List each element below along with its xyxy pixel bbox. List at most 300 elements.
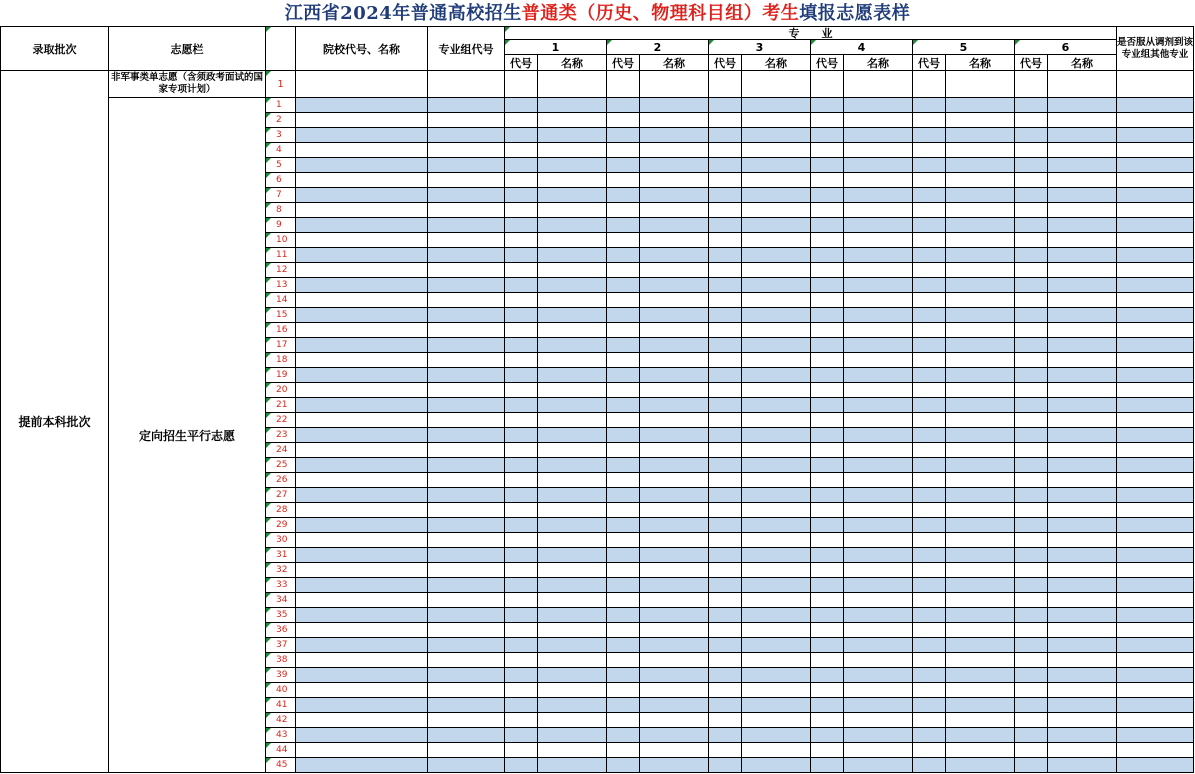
parallel-row-major-name-input[interactable] — [844, 98, 913, 113]
parallel-row-major-code-input[interactable] — [913, 128, 946, 143]
parallel-row-major-code-input[interactable] — [913, 143, 946, 158]
parallel-row-major-code-input[interactable] — [913, 683, 946, 698]
parallel-row-major-code-input[interactable] — [913, 518, 946, 533]
parallel-row-major-code-input[interactable] — [505, 278, 538, 293]
parallel-row-major-code-input[interactable] — [1015, 143, 1048, 158]
parallel-row-major-name-input[interactable] — [1048, 398, 1117, 413]
parallel-row-major-group-input[interactable] — [428, 473, 505, 488]
parallel-row-major-name-input[interactable] — [640, 443, 709, 458]
parallel-row-major-name-input[interactable] — [1048, 323, 1117, 338]
parallel-row-major-name-input[interactable] — [538, 98, 607, 113]
parallel-row-major-name-input[interactable] — [538, 653, 607, 668]
parallel-row-major-code-input[interactable] — [1015, 653, 1048, 668]
parallel-row-major-name-input[interactable] — [538, 308, 607, 323]
parallel-row-major-code-input[interactable] — [811, 548, 844, 563]
parallel-row-major-code-input[interactable] — [505, 728, 538, 743]
parallel-row-major-name-input[interactable] — [538, 758, 607, 773]
parallel-row-major-group-input[interactable] — [428, 188, 505, 203]
parallel-row-major-name-input[interactable] — [538, 713, 607, 728]
parallel-row-major-code-input[interactable] — [505, 263, 538, 278]
parallel-row-major-name-input[interactable] — [538, 488, 607, 503]
parallel-row-major-name-input[interactable] — [538, 593, 607, 608]
parallel-row-major-group-input[interactable] — [428, 533, 505, 548]
parallel-row-major-name-input[interactable] — [1048, 383, 1117, 398]
parallel-row-major-code-input[interactable] — [607, 503, 640, 518]
parallel-row-major-name-input[interactable] — [946, 263, 1015, 278]
parallel-row-major-name-input[interactable] — [538, 338, 607, 353]
parallel-row-major-code-input[interactable] — [1015, 263, 1048, 278]
parallel-row-major-name-input[interactable] — [844, 578, 913, 593]
parallel-row-major-code-input[interactable] — [505, 188, 538, 203]
parallel-row-obey-adjust-input[interactable] — [1117, 623, 1194, 638]
parallel-row-school-input[interactable] — [296, 443, 428, 458]
parallel-row-major-code-input[interactable] — [505, 158, 538, 173]
parallel-row-major-code-input[interactable] — [811, 323, 844, 338]
parallel-row-major-code-input[interactable] — [1015, 503, 1048, 518]
parallel-row-school-input[interactable] — [296, 323, 428, 338]
parallel-row-major-code-input[interactable] — [913, 668, 946, 683]
parallel-row-major-code-input[interactable] — [811, 608, 844, 623]
parallel-row-major-name-input[interactable] — [640, 623, 709, 638]
parallel-row-major-code-input[interactable] — [1015, 518, 1048, 533]
parallel-row-major-code-input[interactable] — [811, 413, 844, 428]
parallel-row-major-code-input[interactable] — [913, 548, 946, 563]
parallel-row-obey-adjust-input[interactable] — [1117, 128, 1194, 143]
parallel-row-major-code-input[interactable] — [913, 473, 946, 488]
parallel-row-major-code-input[interactable] — [607, 488, 640, 503]
parallel-row-major-name-input[interactable] — [946, 428, 1015, 443]
parallel-row-major-code-input[interactable] — [811, 233, 844, 248]
parallel-row-major-name-input[interactable] — [742, 113, 811, 128]
parallel-row-major-name-input[interactable] — [946, 698, 1015, 713]
parallel-row-major-name-input[interactable] — [946, 113, 1015, 128]
parallel-row-major-name-input[interactable] — [844, 398, 913, 413]
parallel-row-school-input[interactable] — [296, 308, 428, 323]
special-plan-obey-adjust-input[interactable] — [1117, 71, 1194, 98]
parallel-row-major-code-input[interactable] — [607, 368, 640, 383]
parallel-row-major-name-input[interactable] — [946, 578, 1015, 593]
parallel-row-major-name-input[interactable] — [742, 518, 811, 533]
parallel-row-major-name-input[interactable] — [946, 563, 1015, 578]
parallel-row-major-code-input[interactable] — [811, 338, 844, 353]
parallel-row-major-code-input[interactable] — [1015, 323, 1048, 338]
parallel-row-major-name-input[interactable] — [640, 578, 709, 593]
parallel-row-major-name-input[interactable] — [844, 533, 913, 548]
parallel-row-major-code-input[interactable] — [709, 98, 742, 113]
parallel-row-school-input[interactable] — [296, 488, 428, 503]
parallel-row-major-name-input[interactable] — [742, 608, 811, 623]
parallel-row-major-code-input[interactable] — [505, 353, 538, 368]
parallel-row-major-code-input[interactable] — [505, 713, 538, 728]
parallel-row-major-code-input[interactable] — [811, 503, 844, 518]
parallel-row-major-group-input[interactable] — [428, 323, 505, 338]
parallel-row-major-code-input[interactable] — [1015, 623, 1048, 638]
parallel-row-major-name-input[interactable] — [1048, 218, 1117, 233]
parallel-row-major-code-input[interactable] — [913, 653, 946, 668]
parallel-row-major-code-input[interactable] — [709, 218, 742, 233]
parallel-row-major-name-input[interactable] — [640, 653, 709, 668]
parallel-row-major-name-input[interactable] — [1048, 623, 1117, 638]
parallel-row-major-code-input[interactable] — [913, 623, 946, 638]
parallel-row-major-group-input[interactable] — [428, 203, 505, 218]
parallel-row-major-code-input[interactable] — [1015, 383, 1048, 398]
parallel-row-school-input[interactable] — [296, 278, 428, 293]
parallel-row-major-name-input[interactable] — [946, 143, 1015, 158]
parallel-row-major-name-input[interactable] — [538, 368, 607, 383]
parallel-row-major-code-input[interactable] — [1015, 98, 1048, 113]
parallel-row-major-name-input[interactable] — [538, 158, 607, 173]
parallel-row-major-group-input[interactable] — [428, 623, 505, 638]
parallel-row-major-name-input[interactable] — [844, 248, 913, 263]
parallel-row-major-code-input[interactable] — [607, 758, 640, 773]
parallel-row-major-name-input[interactable] — [538, 188, 607, 203]
parallel-row-major-code-input[interactable] — [709, 158, 742, 173]
parallel-row-major-name-input[interactable] — [640, 203, 709, 218]
parallel-row-obey-adjust-input[interactable] — [1117, 428, 1194, 443]
parallel-row-major-group-input[interactable] — [428, 518, 505, 533]
parallel-row-major-group-input[interactable] — [428, 218, 505, 233]
parallel-row-major-code-input[interactable] — [913, 113, 946, 128]
parallel-row-major-name-input[interactable] — [538, 413, 607, 428]
parallel-row-major-code-input[interactable] — [505, 428, 538, 443]
parallel-row-major-group-input[interactable] — [428, 488, 505, 503]
parallel-row-major-name-input[interactable] — [1048, 428, 1117, 443]
parallel-row-major-name-input[interactable] — [640, 638, 709, 653]
parallel-row-major-group-input[interactable] — [428, 353, 505, 368]
parallel-row-major-code-input[interactable] — [811, 143, 844, 158]
parallel-row-major-name-input[interactable] — [1048, 488, 1117, 503]
special-plan-major-code-input[interactable] — [913, 71, 946, 98]
parallel-row-major-name-input[interactable] — [946, 308, 1015, 323]
parallel-row-major-name-input[interactable] — [640, 713, 709, 728]
parallel-row-major-name-input[interactable] — [742, 323, 811, 338]
parallel-row-major-code-input[interactable] — [505, 683, 538, 698]
parallel-row-major-code-input[interactable] — [1015, 473, 1048, 488]
parallel-row-major-name-input[interactable] — [844, 428, 913, 443]
parallel-row-major-code-input[interactable] — [709, 623, 742, 638]
parallel-row-major-name-input[interactable] — [844, 278, 913, 293]
special-plan-major-name-input[interactable] — [844, 71, 913, 98]
special-plan-major-name-input[interactable] — [640, 71, 709, 98]
parallel-row-major-group-input[interactable] — [428, 398, 505, 413]
parallel-row-major-name-input[interactable] — [742, 248, 811, 263]
parallel-row-major-code-input[interactable] — [505, 308, 538, 323]
parallel-row-major-name-input[interactable] — [742, 548, 811, 563]
parallel-row-school-input[interactable] — [296, 473, 428, 488]
parallel-row-major-name-input[interactable] — [946, 278, 1015, 293]
parallel-row-major-name-input[interactable] — [844, 548, 913, 563]
parallel-row-major-code-input[interactable] — [1015, 728, 1048, 743]
parallel-row-major-name-input[interactable] — [538, 563, 607, 578]
parallel-row-major-code-input[interactable] — [505, 398, 538, 413]
parallel-row-major-code-input[interactable] — [505, 98, 538, 113]
parallel-row-obey-adjust-input[interactable] — [1117, 413, 1194, 428]
parallel-row-major-code-input[interactable] — [709, 518, 742, 533]
parallel-row-major-group-input[interactable] — [428, 743, 505, 758]
parallel-row-major-code-input[interactable] — [607, 128, 640, 143]
parallel-row-major-code-input[interactable] — [607, 353, 640, 368]
parallel-row-school-input[interactable] — [296, 173, 428, 188]
parallel-row-obey-adjust-input[interactable] — [1117, 248, 1194, 263]
parallel-row-major-code-input[interactable] — [709, 578, 742, 593]
parallel-row-major-name-input[interactable] — [1048, 278, 1117, 293]
parallel-row-major-name-input[interactable] — [742, 398, 811, 413]
parallel-row-major-name-input[interactable] — [844, 593, 913, 608]
parallel-row-major-name-input[interactable] — [742, 623, 811, 638]
parallel-row-major-code-input[interactable] — [709, 188, 742, 203]
parallel-row-major-code-input[interactable] — [505, 338, 538, 353]
parallel-row-major-code-input[interactable] — [505, 758, 538, 773]
parallel-row-major-group-input[interactable] — [428, 248, 505, 263]
parallel-row-obey-adjust-input[interactable] — [1117, 218, 1194, 233]
parallel-row-major-group-input[interactable] — [428, 143, 505, 158]
parallel-row-major-name-input[interactable] — [1048, 248, 1117, 263]
parallel-row-major-name-input[interactable] — [1048, 233, 1117, 248]
parallel-row-major-code-input[interactable] — [709, 368, 742, 383]
parallel-row-major-code-input[interactable] — [709, 308, 742, 323]
parallel-row-major-name-input[interactable] — [640, 353, 709, 368]
parallel-row-major-code-input[interactable] — [811, 683, 844, 698]
parallel-row-major-code-input[interactable] — [811, 203, 844, 218]
parallel-row-major-name-input[interactable] — [844, 323, 913, 338]
parallel-row-major-code-input[interactable] — [505, 473, 538, 488]
parallel-row-major-code-input[interactable] — [811, 98, 844, 113]
parallel-row-major-name-input[interactable] — [844, 728, 913, 743]
parallel-row-school-input[interactable] — [296, 338, 428, 353]
parallel-row-major-name-input[interactable] — [946, 218, 1015, 233]
parallel-row-major-name-input[interactable] — [640, 518, 709, 533]
parallel-row-major-code-input[interactable] — [505, 623, 538, 638]
parallel-row-major-name-input[interactable] — [742, 278, 811, 293]
parallel-row-school-input[interactable] — [296, 293, 428, 308]
parallel-row-major-name-input[interactable] — [640, 293, 709, 308]
parallel-row-major-code-input[interactable] — [811, 623, 844, 638]
parallel-row-major-name-input[interactable] — [1048, 338, 1117, 353]
parallel-row-major-code-input[interactable] — [505, 578, 538, 593]
parallel-row-major-name-input[interactable] — [844, 413, 913, 428]
parallel-row-major-name-input[interactable] — [742, 233, 811, 248]
parallel-row-major-name-input[interactable] — [844, 113, 913, 128]
parallel-row-major-code-input[interactable] — [811, 173, 844, 188]
special-plan-major-group-input[interactable] — [428, 71, 505, 98]
parallel-row-major-name-input[interactable] — [640, 563, 709, 578]
parallel-row-major-code-input[interactable] — [505, 563, 538, 578]
parallel-row-major-code-input[interactable] — [1015, 158, 1048, 173]
parallel-row-major-name-input[interactable] — [640, 188, 709, 203]
parallel-row-major-name-input[interactable] — [1048, 173, 1117, 188]
parallel-row-major-code-input[interactable] — [913, 698, 946, 713]
parallel-row-major-code-input[interactable] — [709, 638, 742, 653]
parallel-row-obey-adjust-input[interactable] — [1117, 488, 1194, 503]
parallel-row-major-code-input[interactable] — [709, 323, 742, 338]
parallel-row-major-name-input[interactable] — [742, 98, 811, 113]
parallel-row-major-name-input[interactable] — [538, 113, 607, 128]
parallel-row-major-code-input[interactable] — [607, 458, 640, 473]
parallel-row-major-code-input[interactable] — [1015, 398, 1048, 413]
parallel-row-major-name-input[interactable] — [742, 473, 811, 488]
parallel-row-major-name-input[interactable] — [946, 593, 1015, 608]
parallel-row-major-code-input[interactable] — [709, 233, 742, 248]
parallel-row-school-input[interactable] — [296, 128, 428, 143]
parallel-row-major-name-input[interactable] — [640, 683, 709, 698]
parallel-row-major-code-input[interactable] — [607, 218, 640, 233]
parallel-row-major-group-input[interactable] — [428, 293, 505, 308]
parallel-row-major-name-input[interactable] — [844, 743, 913, 758]
parallel-row-major-code-input[interactable] — [1015, 638, 1048, 653]
parallel-row-major-name-input[interactable] — [1048, 143, 1117, 158]
parallel-row-obey-adjust-input[interactable] — [1117, 353, 1194, 368]
parallel-row-major-code-input[interactable] — [811, 758, 844, 773]
parallel-row-school-input[interactable] — [296, 383, 428, 398]
parallel-row-major-name-input[interactable] — [742, 143, 811, 158]
parallel-row-major-code-input[interactable] — [913, 353, 946, 368]
parallel-row-major-code-input[interactable] — [607, 413, 640, 428]
parallel-row-major-name-input[interactable] — [844, 353, 913, 368]
parallel-row-major-name-input[interactable] — [538, 548, 607, 563]
parallel-row-major-name-input[interactable] — [742, 698, 811, 713]
parallel-row-major-name-input[interactable] — [640, 368, 709, 383]
parallel-row-major-group-input[interactable] — [428, 698, 505, 713]
parallel-row-major-name-input[interactable] — [946, 158, 1015, 173]
parallel-row-school-input[interactable] — [296, 713, 428, 728]
parallel-row-major-name-input[interactable] — [742, 533, 811, 548]
parallel-row-major-name-input[interactable] — [844, 458, 913, 473]
parallel-row-major-code-input[interactable] — [811, 278, 844, 293]
parallel-row-major-name-input[interactable] — [742, 593, 811, 608]
parallel-row-major-name-input[interactable] — [1048, 713, 1117, 728]
parallel-row-major-code-input[interactable] — [709, 653, 742, 668]
parallel-row-major-code-input[interactable] — [913, 98, 946, 113]
parallel-row-major-name-input[interactable] — [844, 218, 913, 233]
parallel-row-major-group-input[interactable] — [428, 728, 505, 743]
parallel-row-major-code-input[interactable] — [1015, 218, 1048, 233]
parallel-row-major-name-input[interactable] — [742, 338, 811, 353]
parallel-row-major-name-input[interactable] — [640, 113, 709, 128]
parallel-row-major-name-input[interactable] — [742, 668, 811, 683]
parallel-row-major-name-input[interactable] — [640, 503, 709, 518]
parallel-row-major-code-input[interactable] — [1015, 533, 1048, 548]
parallel-row-major-code-input[interactable] — [505, 653, 538, 668]
parallel-row-major-group-input[interactable] — [428, 263, 505, 278]
parallel-row-school-input[interactable] — [296, 248, 428, 263]
parallel-row-obey-adjust-input[interactable] — [1117, 233, 1194, 248]
parallel-row-major-code-input[interactable] — [913, 458, 946, 473]
parallel-row-major-name-input[interactable] — [640, 173, 709, 188]
special-plan-major-code-input[interactable] — [811, 71, 844, 98]
parallel-row-major-name-input[interactable] — [1048, 728, 1117, 743]
parallel-row-obey-adjust-input[interactable] — [1117, 443, 1194, 458]
parallel-row-major-code-input[interactable] — [607, 278, 640, 293]
parallel-row-major-name-input[interactable] — [640, 233, 709, 248]
parallel-row-major-name-input[interactable] — [946, 458, 1015, 473]
parallel-row-major-code-input[interactable] — [607, 608, 640, 623]
parallel-row-major-code-input[interactable] — [505, 383, 538, 398]
parallel-row-major-code-input[interactable] — [607, 473, 640, 488]
parallel-row-major-name-input[interactable] — [538, 458, 607, 473]
parallel-row-major-name-input[interactable] — [946, 473, 1015, 488]
parallel-row-major-name-input[interactable] — [742, 293, 811, 308]
parallel-row-school-input[interactable] — [296, 518, 428, 533]
parallel-row-major-name-input[interactable] — [538, 743, 607, 758]
parallel-row-major-name-input[interactable] — [1048, 518, 1117, 533]
parallel-row-major-name-input[interactable] — [1048, 533, 1117, 548]
parallel-row-major-code-input[interactable] — [607, 728, 640, 743]
parallel-row-major-code-input[interactable] — [811, 563, 844, 578]
parallel-row-major-code-input[interactable] — [1015, 338, 1048, 353]
parallel-row-major-name-input[interactable] — [538, 698, 607, 713]
parallel-row-major-name-input[interactable] — [742, 428, 811, 443]
parallel-row-major-name-input[interactable] — [742, 458, 811, 473]
parallel-row-major-name-input[interactable] — [946, 233, 1015, 248]
parallel-row-obey-adjust-input[interactable] — [1117, 398, 1194, 413]
parallel-row-major-code-input[interactable] — [505, 548, 538, 563]
parallel-row-major-code-input[interactable] — [607, 143, 640, 158]
parallel-row-major-code-input[interactable] — [811, 248, 844, 263]
parallel-row-major-name-input[interactable] — [742, 728, 811, 743]
parallel-row-obey-adjust-input[interactable] — [1117, 338, 1194, 353]
parallel-row-school-input[interactable] — [296, 683, 428, 698]
parallel-row-major-code-input[interactable] — [607, 158, 640, 173]
parallel-row-major-group-input[interactable] — [428, 593, 505, 608]
parallel-row-major-name-input[interactable] — [946, 353, 1015, 368]
parallel-row-major-code-input[interactable] — [709, 338, 742, 353]
parallel-row-obey-adjust-input[interactable] — [1117, 293, 1194, 308]
parallel-row-major-code-input[interactable] — [709, 683, 742, 698]
parallel-row-major-name-input[interactable] — [946, 683, 1015, 698]
parallel-row-major-name-input[interactable] — [844, 608, 913, 623]
parallel-row-school-input[interactable] — [296, 353, 428, 368]
parallel-row-major-code-input[interactable] — [505, 443, 538, 458]
parallel-row-major-code-input[interactable] — [913, 233, 946, 248]
parallel-row-major-code-input[interactable] — [607, 173, 640, 188]
parallel-row-major-name-input[interactable] — [1048, 113, 1117, 128]
parallel-row-major-name-input[interactable] — [844, 368, 913, 383]
parallel-row-major-name-input[interactable] — [844, 308, 913, 323]
parallel-row-major-code-input[interactable] — [1015, 278, 1048, 293]
parallel-row-major-code-input[interactable] — [607, 383, 640, 398]
parallel-row-school-input[interactable] — [296, 503, 428, 518]
parallel-row-major-name-input[interactable] — [640, 398, 709, 413]
parallel-row-major-code-input[interactable] — [607, 293, 640, 308]
parallel-row-school-input[interactable] — [296, 368, 428, 383]
parallel-row-major-name-input[interactable] — [742, 488, 811, 503]
parallel-row-major-group-input[interactable] — [428, 428, 505, 443]
parallel-row-major-name-input[interactable] — [844, 503, 913, 518]
parallel-row-major-name-input[interactable] — [640, 593, 709, 608]
parallel-row-major-code-input[interactable] — [607, 248, 640, 263]
parallel-row-major-code-input[interactable] — [913, 443, 946, 458]
parallel-row-major-code-input[interactable] — [505, 113, 538, 128]
parallel-row-major-name-input[interactable] — [946, 383, 1015, 398]
parallel-row-major-name-input[interactable] — [640, 668, 709, 683]
parallel-row-major-name-input[interactable] — [844, 683, 913, 698]
parallel-row-obey-adjust-input[interactable] — [1117, 728, 1194, 743]
parallel-row-school-input[interactable] — [296, 98, 428, 113]
parallel-row-major-code-input[interactable] — [811, 473, 844, 488]
special-plan-major-name-input[interactable] — [946, 71, 1015, 98]
parallel-row-major-group-input[interactable] — [428, 113, 505, 128]
parallel-row-major-name-input[interactable] — [844, 623, 913, 638]
parallel-row-major-code-input[interactable] — [709, 608, 742, 623]
parallel-row-major-name-input[interactable] — [1048, 653, 1117, 668]
parallel-row-major-group-input[interactable] — [428, 608, 505, 623]
parallel-row-obey-adjust-input[interactable] — [1117, 743, 1194, 758]
parallel-row-major-code-input[interactable] — [913, 638, 946, 653]
parallel-row-major-code-input[interactable] — [811, 533, 844, 548]
parallel-row-major-name-input[interactable] — [844, 473, 913, 488]
parallel-row-major-code-input[interactable] — [913, 503, 946, 518]
parallel-row-major-code-input[interactable] — [1015, 563, 1048, 578]
